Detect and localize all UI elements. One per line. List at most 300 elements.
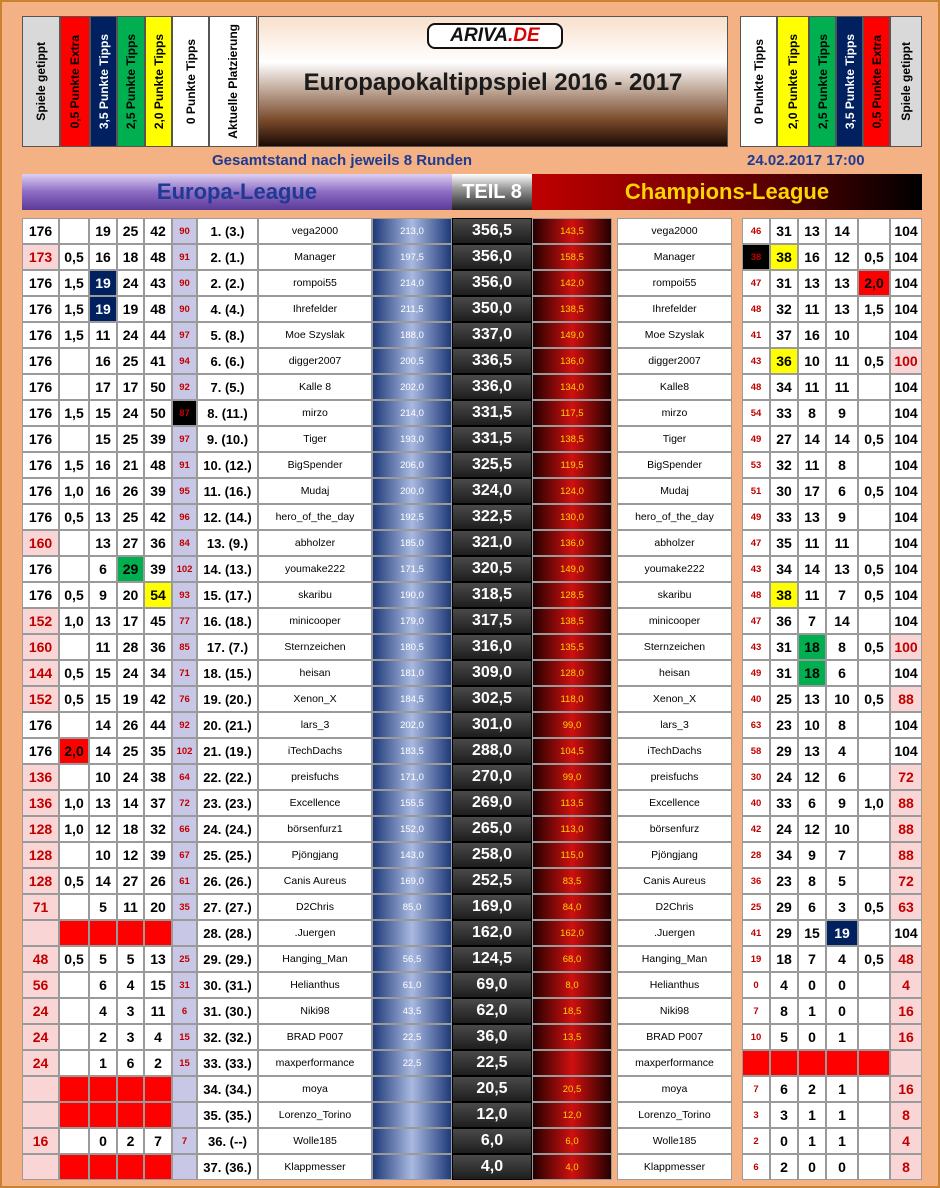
header-col-left-0 (22, 16, 60, 147)
cell-player-el: lars_3 (258, 712, 372, 738)
cell-games-left: 176 (22, 218, 59, 244)
header-col-label: Aktuelle Platzierung (226, 24, 240, 139)
cell-player-el: Moe Szyslak (258, 322, 372, 348)
cell-player-cl: rompoi55 (617, 270, 732, 296)
cell-tipps25-left: 20 (117, 582, 144, 608)
cell-tipps25-right: 8 (798, 400, 826, 426)
cell-el-points: 181,0 (372, 660, 452, 686)
cell-extra-left: 0,5 (59, 946, 89, 972)
cell-player-cl: Sternzeichen (617, 634, 732, 660)
cell-cl-points: 18,5 (532, 998, 612, 1024)
cell-tipps0-left: 7 (172, 1128, 197, 1154)
cell-tipps25-left: 25 (117, 426, 144, 452)
cell-total-points: 324,0 (452, 478, 532, 504)
cell-tipps35-left: 11 (89, 322, 117, 348)
cell-tipps20-right: 35 (770, 530, 798, 556)
cell-tipps25-right: 10 (798, 712, 826, 738)
cell-cl-points: 149,0 (532, 322, 612, 348)
cell-tipps25-left: 18 (117, 244, 144, 270)
cell-tipps0-left: 90 (172, 296, 197, 322)
cell-player-el: Canis Aureus (258, 868, 372, 894)
cell-player-el: rompoi55 (258, 270, 372, 296)
cell-tipps20-left: 13 (144, 946, 172, 972)
cell-tipps25-left: 24 (117, 322, 144, 348)
cell-games-right: 104 (890, 530, 922, 556)
ariva-logo: ARIVA .DE (427, 23, 563, 49)
cell-tipps25-right: 16 (798, 322, 826, 348)
cell-el-points: 143,0 (372, 842, 452, 868)
cell-games-right: 104 (890, 504, 922, 530)
cell-games-right: 88 (890, 842, 922, 868)
datetime: 24.02.2017 17:00 (747, 152, 865, 169)
cell-tipps20-left: 50 (144, 374, 172, 400)
cell-tipps35-right: 10 (826, 686, 858, 712)
cell-tipps35-right: 9 (826, 790, 858, 816)
cell-extra-right: 1,5 (858, 296, 890, 322)
cell-tipps35-left: 16 (89, 452, 117, 478)
cell-tipps0-right: 48 (742, 582, 770, 608)
cell-tipps20-left: 42 (144, 504, 172, 530)
cell-games-left: 24 (22, 1050, 59, 1076)
cell-player-el: digger2007 (258, 348, 372, 374)
cell-extra-left (59, 374, 89, 400)
cell-tipps35-right (826, 1050, 858, 1076)
cell-games-left: 176 (22, 374, 59, 400)
cell-extra-left (59, 972, 89, 998)
cell-extra-left (59, 426, 89, 452)
cell-tipps0-right: 49 (742, 660, 770, 686)
cell-total-points: 356,0 (452, 270, 532, 296)
cell-extra-left (59, 634, 89, 660)
cell-placement: 36. (--) (197, 1128, 258, 1154)
cell-tipps35-right: 13 (826, 270, 858, 296)
cell-tipps25-right: 6 (798, 894, 826, 920)
cell-extra-right (858, 1154, 890, 1180)
header-col-left-5 (172, 16, 209, 147)
cell-cl-points: 84,0 (532, 894, 612, 920)
cell-tipps0-left (172, 920, 197, 946)
cell-player-cl: Excellence (617, 790, 732, 816)
cell-tipps20-left: 39 (144, 426, 172, 452)
cell-player-el: moya (258, 1076, 372, 1102)
cell-games-right: 100 (890, 634, 922, 660)
cell-games-left: 128 (22, 842, 59, 868)
title-banner (258, 16, 728, 147)
cell-tipps0-right: 10 (742, 1024, 770, 1050)
cell-cl-points: 134,0 (532, 374, 612, 400)
cell-player-cl: BigSpender (617, 452, 732, 478)
cell-games-left: 176 (22, 556, 59, 582)
cell-tipps0-left: 72 (172, 790, 197, 816)
cell-games-right: 104 (890, 738, 922, 764)
cell-tipps35-left: 9 (89, 582, 117, 608)
cell-tipps0-left: 71 (172, 660, 197, 686)
cell-player-cl: moya (617, 1076, 732, 1102)
cell-tipps35-right: 9 (826, 504, 858, 530)
cell-player-el: skaribu (258, 582, 372, 608)
cell-player-el: börsenfurz1 (258, 816, 372, 842)
cell-placement: 19. (20.) (197, 686, 258, 712)
cell-tipps35-left: 5 (89, 894, 117, 920)
cell-el-points (372, 1128, 452, 1154)
cell-tipps20-left: 39 (144, 842, 172, 868)
cell-total-points: 322,5 (452, 504, 532, 530)
cell-total-points: 20,5 (452, 1076, 532, 1102)
cell-tipps0-left: 92 (172, 712, 197, 738)
cell-games-right: 104 (890, 296, 922, 322)
header-col-label: Spiele getippt (34, 42, 48, 121)
cell-tipps35-right: 1 (826, 1102, 858, 1128)
cell-games-left (22, 1154, 59, 1180)
cell-player-el: BigSpender (258, 452, 372, 478)
cell-tipps25-right: 18 (798, 660, 826, 686)
subtitle: Gesamtstand nach jeweils 8 Runden (212, 152, 473, 169)
cell-tipps25-right: 18 (798, 634, 826, 660)
cell-extra-right (858, 998, 890, 1024)
cell-games-left (22, 1102, 59, 1128)
cell-tipps25-left: 3 (117, 998, 144, 1024)
cell-tipps35-left: 4 (89, 998, 117, 1024)
cell-cl-points: 128,0 (532, 660, 612, 686)
cell-tipps0-right: 0 (742, 972, 770, 998)
header-col-label: Spiele getippt (899, 42, 913, 121)
cell-games-right: 72 (890, 764, 922, 790)
cell-extra-right (858, 1050, 890, 1076)
cell-player-cl: Moe Szyslak (617, 322, 732, 348)
cell-placement: 23. (23.) (197, 790, 258, 816)
cell-extra-left: 0,5 (59, 660, 89, 686)
cell-extra-right: 0,5 (858, 634, 890, 660)
cell-tipps20-right: 32 (770, 296, 798, 322)
cell-tipps20-left: 2 (144, 1050, 172, 1076)
cell-tipps25-left: 26 (117, 478, 144, 504)
cell-tipps20-left: 48 (144, 452, 172, 478)
cell-total-points: 269,0 (452, 790, 532, 816)
cell-tipps0-left: 102 (172, 738, 197, 764)
cell-total-points: 258,0 (452, 842, 532, 868)
header-col-label: 0,5 Punkte Extra (869, 34, 884, 129)
cell-total-points: 321,0 (452, 530, 532, 556)
cell-cl-points (532, 1050, 612, 1076)
cell-player-cl: heisan (617, 660, 732, 686)
cell-tipps20-right: 31 (770, 218, 798, 244)
cell-player-cl: Hanging_Man (617, 946, 732, 972)
cell-player-el: Klappmesser (258, 1154, 372, 1180)
cell-player-cl: Tiger (617, 426, 732, 452)
cell-games-left: 144 (22, 660, 59, 686)
cell-games-right: 8 (890, 1154, 922, 1180)
cell-tipps35-right: 0 (826, 1154, 858, 1180)
cell-games-right: 16 (890, 1024, 922, 1050)
cell-player-el: Kalle 8 (258, 374, 372, 400)
cell-total-points: 337,0 (452, 322, 532, 348)
cell-tipps0-left: 64 (172, 764, 197, 790)
cell-tipps25-left: 27 (117, 530, 144, 556)
cell-player-cl: Lorenzo_Torino (617, 1102, 732, 1128)
cell-extra-left: 1,0 (59, 608, 89, 634)
cell-placement: 37. (36.) (197, 1154, 258, 1180)
cell-player-cl: Wolle185 (617, 1128, 732, 1154)
cell-extra-right (858, 374, 890, 400)
cell-games-left: 24 (22, 1024, 59, 1050)
cell-el-points: 61,0 (372, 972, 452, 998)
cell-tipps25-left: 25 (117, 738, 144, 764)
header-col-label: 3,5 Punkte Tipps (842, 33, 857, 130)
cell-player-cl: .Juergen (617, 920, 732, 946)
cell-total-points: 12,0 (452, 1102, 532, 1128)
cell-total-points: 309,0 (452, 660, 532, 686)
cell-placement: 29. (29.) (197, 946, 258, 972)
cell-tipps20-right: 27 (770, 426, 798, 452)
cell-cl-points: 158,5 (532, 244, 612, 270)
cell-tipps25-right: 14 (798, 426, 826, 452)
cell-tipps20-right: 29 (770, 894, 798, 920)
cell-games-left: 48 (22, 946, 59, 972)
cell-games-left: 176 (22, 452, 59, 478)
cell-tipps35-right: 14 (826, 608, 858, 634)
cell-placement: 10. (12.) (197, 452, 258, 478)
cell-extra-left (59, 1102, 89, 1128)
cell-tipps35-right: 19 (826, 920, 858, 946)
cell-extra-right (858, 1024, 890, 1050)
cell-placement: 24. (24.) (197, 816, 258, 842)
cell-player-cl: BRAD P007 (617, 1024, 732, 1050)
cell-tipps25-right: 6 (798, 790, 826, 816)
cell-tipps20-right: 4 (770, 972, 798, 998)
cell-extra-left (59, 556, 89, 582)
cell-tipps0-right: 51 (742, 478, 770, 504)
cell-extra-right: 0,5 (858, 244, 890, 270)
cell-extra-right (858, 764, 890, 790)
cell-el-points: 188,0 (372, 322, 452, 348)
cell-tipps0-left: 31 (172, 972, 197, 998)
cell-tipps0-right: 54 (742, 400, 770, 426)
cell-player-cl: maxperformance (617, 1050, 732, 1076)
cell-tipps35-left: 11 (89, 634, 117, 660)
cell-cl-points: 135,5 (532, 634, 612, 660)
cell-tipps35-right: 12 (826, 244, 858, 270)
europa-league-header: Europa-League (22, 174, 452, 210)
cell-player-el: D2Chris (258, 894, 372, 920)
cell-tipps0-right: 46 (742, 218, 770, 244)
cell-tipps0-right: 38 (742, 244, 770, 270)
cell-tipps0-left (172, 1154, 197, 1180)
cell-cl-points: 149,0 (532, 556, 612, 582)
cell-player-cl: digger2007 (617, 348, 732, 374)
cell-extra-left: 1,5 (59, 270, 89, 296)
cell-tipps35-left: 16 (89, 478, 117, 504)
cell-tipps25-left: 25 (117, 504, 144, 530)
cell-total-points: 318,5 (452, 582, 532, 608)
cell-player-cl: Xenon_X (617, 686, 732, 712)
cell-tipps0-left: 87 (172, 400, 197, 426)
cell-tipps25-left: 11 (117, 894, 144, 920)
cell-player-el: hero_of_the_day (258, 504, 372, 530)
cell-tipps25-right: 7 (798, 608, 826, 634)
cell-extra-right (858, 1076, 890, 1102)
cell-tipps20-left: 44 (144, 712, 172, 738)
cell-games-right: 104 (890, 244, 922, 270)
cell-player-cl: preisfuchs (617, 764, 732, 790)
cell-el-points: 202,0 (372, 712, 452, 738)
cell-cl-points: 162,0 (532, 920, 612, 946)
cell-cl-points: 4,0 (532, 1154, 612, 1180)
cell-cl-points: 118,0 (532, 686, 612, 712)
cell-extra-left: 2,0 (59, 738, 89, 764)
cell-cl-points: 142,0 (532, 270, 612, 296)
cell-tipps0-left: 97 (172, 426, 197, 452)
cell-tipps35-left: 14 (89, 712, 117, 738)
header-col-right-3 (836, 16, 863, 147)
cell-player-cl: vega2000 (617, 218, 732, 244)
cell-tipps20-right: 34 (770, 556, 798, 582)
cell-tipps20-right: 30 (770, 478, 798, 504)
cell-total-points: 4,0 (452, 1154, 532, 1180)
cell-tipps35-left (89, 1154, 117, 1180)
cell-tipps35-left: 12 (89, 816, 117, 842)
cell-total-points: 169,0 (452, 894, 532, 920)
cell-tipps25-left: 6 (117, 1050, 144, 1076)
cell-player-el: Sternzeichen (258, 634, 372, 660)
cell-tipps20-left: 39 (144, 556, 172, 582)
cell-extra-right (858, 400, 890, 426)
cell-player-el: mirzo (258, 400, 372, 426)
header-col-left-3 (117, 16, 145, 147)
cell-placement: 33. (33.) (197, 1050, 258, 1076)
cell-tipps0-left (172, 1102, 197, 1128)
cell-el-points: 214,0 (372, 270, 452, 296)
page-title: Europapokaltippspiel 2016 - 2017 (303, 69, 683, 96)
cell-tipps25-left: 24 (117, 660, 144, 686)
cell-tipps0-right: 25 (742, 894, 770, 920)
cell-tipps25-right: 15 (798, 920, 826, 946)
cell-tipps0-left: 85 (172, 634, 197, 660)
cell-tipps0-right: 53 (742, 452, 770, 478)
cell-tipps35-left (89, 920, 117, 946)
cell-player-el: minicooper (258, 608, 372, 634)
cell-tipps25-right: 11 (798, 296, 826, 322)
cell-games-left: 176 (22, 478, 59, 504)
cell-player-cl: Niki98 (617, 998, 732, 1024)
cell-tipps35-left: 5 (89, 946, 117, 972)
cell-tipps20-left: 50 (144, 400, 172, 426)
cell-tipps20-left: 36 (144, 634, 172, 660)
cell-tipps35-left: 6 (89, 972, 117, 998)
cell-tipps25-left: 24 (117, 270, 144, 296)
cell-games-left: 152 (22, 686, 59, 712)
cell-total-points: 336,0 (452, 374, 532, 400)
cell-tipps25-right: 17 (798, 478, 826, 504)
cell-tipps20-left: 4 (144, 1024, 172, 1050)
cell-total-points: 36,0 (452, 1024, 532, 1050)
cell-el-points: 183,5 (372, 738, 452, 764)
cell-tipps0-right: 42 (742, 816, 770, 842)
cell-games-left: 176 (22, 712, 59, 738)
cell-tipps20-right: 29 (770, 920, 798, 946)
cell-tipps20-right: 6 (770, 1076, 798, 1102)
cell-total-points: 301,0 (452, 712, 532, 738)
cell-extra-left (59, 920, 89, 946)
cell-extra-left (59, 1076, 89, 1102)
cell-tipps20-right: 8 (770, 998, 798, 1024)
cell-total-points: 336,5 (452, 348, 532, 374)
cell-cl-points: 113,5 (532, 790, 612, 816)
cell-tipps0-right: 3 (742, 1102, 770, 1128)
cell-tipps20-right: 33 (770, 504, 798, 530)
cell-player-cl: lars_3 (617, 712, 732, 738)
cell-tipps20-right: 24 (770, 764, 798, 790)
cell-tipps25-left: 18 (117, 816, 144, 842)
cell-player-el: Hanging_Man (258, 946, 372, 972)
cell-games-left: 176 (22, 582, 59, 608)
cell-extra-left: 1,5 (59, 322, 89, 348)
cell-el-points: 155,5 (372, 790, 452, 816)
cell-tipps0-right: 28 (742, 842, 770, 868)
cell-tipps20-right: 31 (770, 270, 798, 296)
cell-tipps20-left (144, 1076, 172, 1102)
cell-tipps20-right: 33 (770, 400, 798, 426)
cell-tipps25-left (117, 920, 144, 946)
cell-player-cl: youmake222 (617, 556, 732, 582)
cell-player-cl: börsenfurz (617, 816, 732, 842)
cell-games-right: 104 (890, 556, 922, 582)
cell-tipps20-left: 42 (144, 686, 172, 712)
cell-tipps35-left: 10 (89, 764, 117, 790)
cell-extra-right: 0,5 (858, 426, 890, 452)
cell-tipps25-right: 12 (798, 764, 826, 790)
cell-tipps35-right: 4 (826, 738, 858, 764)
cell-tipps20-left: 26 (144, 868, 172, 894)
cell-tipps0-left: 91 (172, 244, 197, 270)
cell-placement: 14. (13.) (197, 556, 258, 582)
cell-player-cl: Mudaj (617, 478, 732, 504)
cell-tipps0-right: 36 (742, 868, 770, 894)
cell-tipps25-right: 8 (798, 868, 826, 894)
cell-tipps35-right: 3 (826, 894, 858, 920)
header-col-label: 3,5 Punkte Tipps (96, 33, 111, 130)
cell-tipps35-right: 10 (826, 322, 858, 348)
cell-total-points: 320,5 (452, 556, 532, 582)
cell-games-right: 88 (890, 686, 922, 712)
cell-player-cl: minicooper (617, 608, 732, 634)
cell-tipps25-left: 25 (117, 348, 144, 374)
cell-placement: 9. (10.) (197, 426, 258, 452)
cell-total-points: 331,5 (452, 426, 532, 452)
cell-placement: 35. (35.) (197, 1102, 258, 1128)
cell-total-points: 325,5 (452, 452, 532, 478)
cell-cl-points: 119,5 (532, 452, 612, 478)
cell-placement: 15. (17.) (197, 582, 258, 608)
cell-tipps0-right: 43 (742, 348, 770, 374)
cell-tipps0-left: 35 (172, 894, 197, 920)
cell-extra-left (59, 1050, 89, 1076)
cell-tipps0-right (742, 1050, 770, 1076)
cell-games-right: 104 (890, 712, 922, 738)
cell-tipps35-left (89, 1076, 117, 1102)
cell-games-right: 100 (890, 348, 922, 374)
cell-tipps20-right: 2 (770, 1154, 798, 1180)
cell-tipps0-right: 47 (742, 608, 770, 634)
cell-player-el: youmake222 (258, 556, 372, 582)
cell-cl-points: 6,0 (532, 1128, 612, 1154)
cell-tipps20-right: 24 (770, 816, 798, 842)
cell-el-points: 202,0 (372, 374, 452, 400)
cell-games-right: 4 (890, 1128, 922, 1154)
cell-tipps35-right: 0 (826, 998, 858, 1024)
cell-tipps25-right: 14 (798, 556, 826, 582)
cell-tipps35-left: 13 (89, 504, 117, 530)
cell-player-cl: abholzer (617, 530, 732, 556)
